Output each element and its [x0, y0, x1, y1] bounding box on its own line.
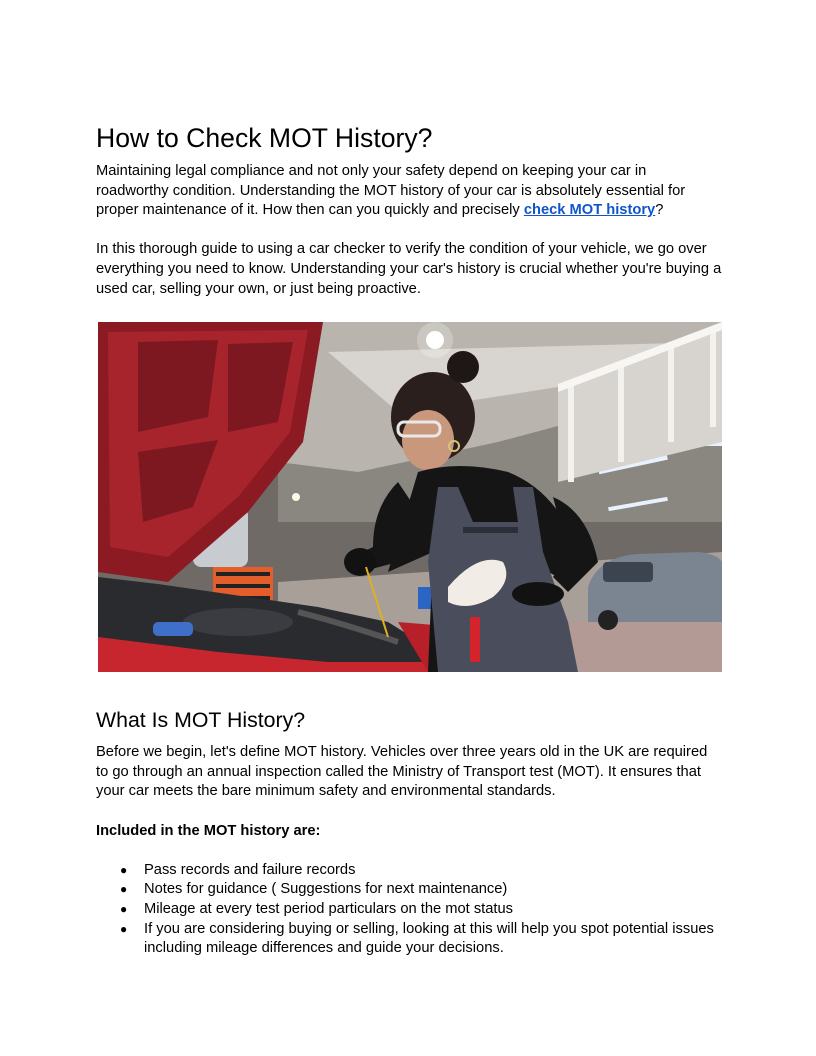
section-paragraph: Before we begin, let's define MOT history. Vehicles over three years old in the UK are required to go through an annual inspection called the Ministry of Transport test (MOT). It ensures that your car meets the bare minimum safety and environmental standards.: [96, 744, 708, 800]
photo-illustration: [98, 322, 722, 672]
paragraph-gap: [96, 221, 722, 241]
list-heading: Included in the MOT history are:: [96, 822, 321, 839]
bullet-icon: ●: [120, 862, 128, 877]
list-item: [96, 920, 722, 959]
mechanic-photo: [98, 322, 722, 672]
bullet-icon: ●: [120, 901, 128, 916]
intro-paragraph-1: [96, 162, 722, 221]
paragraph-gap-2: [96, 802, 722, 822]
list-item: [96, 861, 722, 881]
bullet-icon: ●: [120, 921, 128, 936]
list-item: [96, 880, 722, 900]
document-page: [96, 120, 722, 959]
list-item-text: Notes for guidance ( Suggestions for next maintenance): [144, 881, 508, 898]
paragraph-gap-3: [96, 841, 722, 861]
list-item: [96, 900, 722, 920]
mot-history-list: [96, 861, 722, 959]
section-spacer: [96, 672, 722, 705]
list-item-text: Mileage at every test period particulars on the mot status: [144, 900, 514, 917]
intro-paragraph-2: In this thorough guide to using a car checker to verify the condition of your vehicle, we go over everything you need to know. Understanding your car's history is crucial whether you're buying a used car, selling your own, or just being proactive.: [96, 241, 722, 297]
intro-text-end: ?: [655, 202, 664, 219]
check-mot-history-link[interactable]: check MOT history: [523, 202, 656, 219]
intro-text: Maintaining legal compliance and not only your safety depend on keeping your car in roadworthy condition. Understanding the MOT history of your car is absolutely essential for proper maintenance of it. How then can you quickly and precisely: [96, 163, 686, 219]
page-title: How to Check MOT History?: [96, 123, 433, 153]
list-item-text: Pass records and failure records: [144, 861, 356, 878]
bullet-icon: ●: [120, 882, 128, 897]
section-heading: What Is MOT History?: [96, 708, 306, 733]
list-item-text: If you are considering buying or selling, looking at this will help you spot potential issues including mileage differences and guide your decisions.: [144, 920, 714, 957]
